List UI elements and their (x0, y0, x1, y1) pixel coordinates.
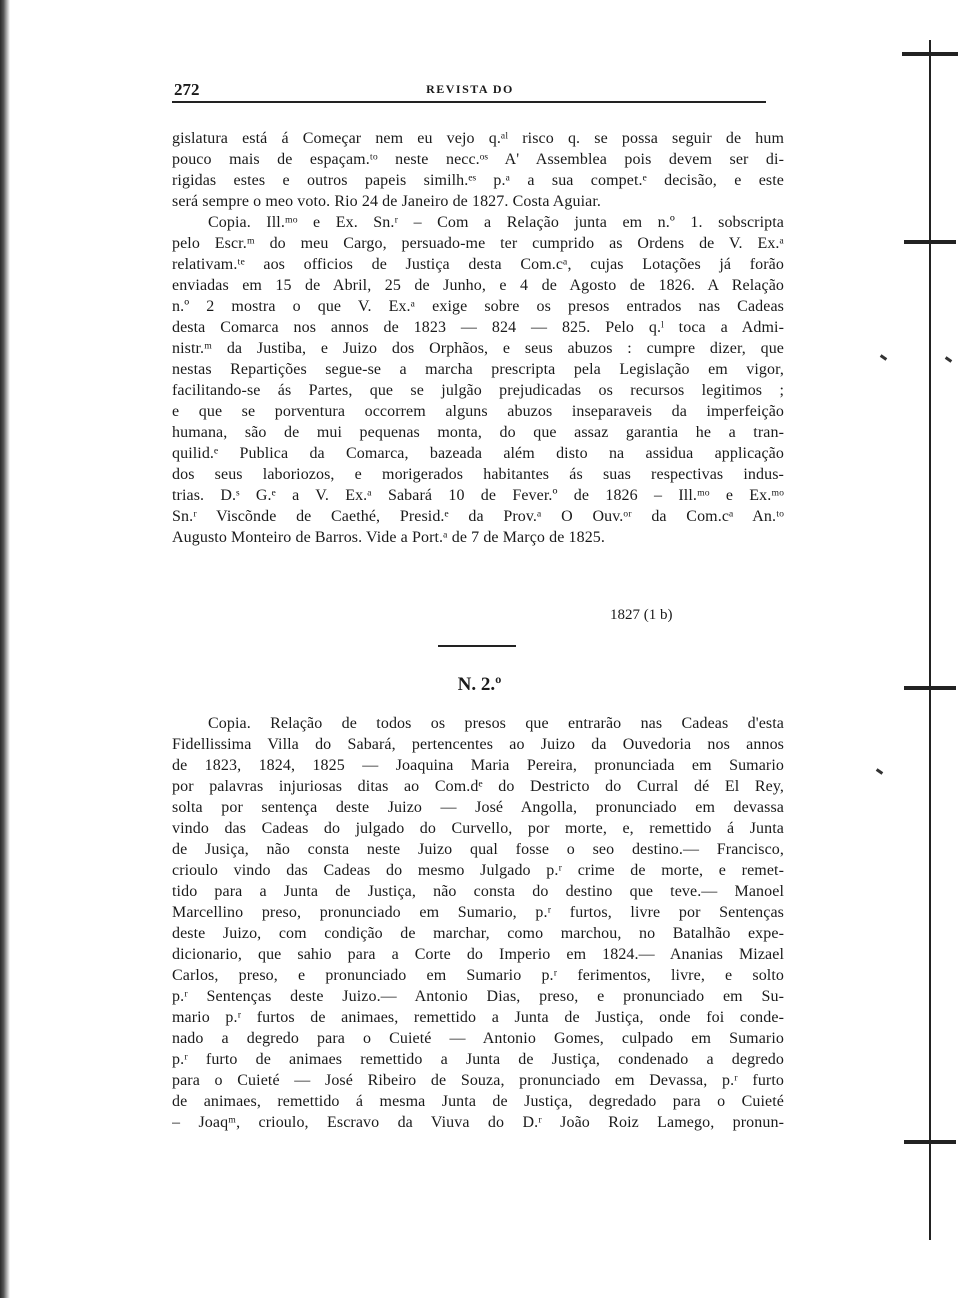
letter-text (172, 128, 784, 548)
text-line: nado a degredo para o Cuieté — Antonio Gomes, culpado em Sumario (172, 1030, 784, 1047)
text-line: solta por sentença deste Juizo — José Angolla, pronunciado em devassa (172, 799, 784, 816)
date-note: 1827 (1 b) (610, 607, 673, 623)
text-line: nestas Repartições segue-se a marcha prescripta pela Legislação em vigor, (172, 361, 784, 378)
text-line: vindo das Cadeas do julgado do Curvello, por morte, e, remettido á Junta (172, 820, 784, 837)
text-line: de animaes, remettido á mesma Junta de Justiça, degredado para o Cuieté (172, 1093, 784, 1110)
text-line: Sn.ʳ Viscõnde de Caethé, Presid.ᵉ da Prov.ᵃ O Ouv.ᵒʳ da Com.cᵃ An.ᵗᵒ (172, 508, 784, 525)
text-line: rigidas estes e outros papeis similh.ᵉˢ p.ᵃ a sua compet.ᵉ decisão, e este (172, 172, 784, 189)
text-line: tido para a Junta de Justiça, não consta do destino que teve.— Manoel (172, 883, 784, 900)
text-line: será sempre o meo voto. Rio 24 de Janeiro de 1827. Costa Aguiar. (172, 193, 601, 210)
document-heading: N. 2.º (457, 674, 502, 695)
text-line: crioulo vindo das Cadeas do mesmo Julgado p.ʳ crime de morte, e remet- (172, 862, 784, 879)
page-header (174, 80, 766, 102)
text-line: dos seus laboriozos, e morigerados habitantes ás suas respectivas indus- (172, 466, 784, 483)
margin-rule (929, 40, 931, 1240)
text-line: Copia. Ill.ᵐᵒ e Ex. Sn.ʳ – Com a Relação junta em n.º 1. sobscripta (208, 214, 784, 231)
binding-edge-shadow (0, 0, 10, 1298)
text-line: Copia. Relação de todos os presos que entrarão nas Cadeas d'esta (208, 715, 784, 732)
margin-rule-tick (904, 1140, 956, 1144)
text-line: – Joaqᵐ, crioulo, Escravo da Viuva do D.ʳ João Roiz Lamego, pronun- (172, 1114, 784, 1131)
text-line: gislatura está á Começar nem eu vejo q.ᵃˡ risco q. se possa seguir de hum (172, 130, 784, 147)
running-head: REVISTA DO (426, 82, 514, 96)
text-line: trias. D.ˢ G.ᵉ a V. Ex.ᵃ Sabará 10 de Fever.º de 1826 – Ill.ᵐᵒ e Ex.ᵐᵒ (172, 487, 784, 504)
page-number: 272 (174, 80, 200, 99)
section-separator (438, 645, 516, 647)
text-line: facilitando-se ás Partes, que se julgão prejudicadas os recursos legitimos ; (172, 382, 784, 399)
text-line: deste Juizo, com condição de marchar, como marchou, no Batalhão expe- (172, 925, 784, 942)
text-line: quilid.ᵉ Publica da Comarca, bazeada além disto na assidua applicação (172, 445, 784, 462)
margin-speck (880, 354, 887, 360)
text-line: pelo Escr.ᵐ do meu Cargo, persuado-me ter cumprido as Ordens de V. Ex.ᵃ (172, 235, 784, 252)
text-line: p.ʳ Sentenças deste Juizo.— Antonio Dias, preso, e pronunciado em Su- (172, 988, 784, 1005)
text-line: e que se porventura occorrem alguns abuzos inseparaveis da imperfeição (172, 403, 784, 420)
text-line: p.ʳ furto de animaes remettido a Junta de Justiça, condenado a degredo (172, 1051, 784, 1068)
text-line: desta Comarca nos annos de 1823 — 824 — 825. Pelo q.ˡ toca a Admi- (172, 319, 784, 336)
margin-rule-tick (902, 52, 958, 56)
text-line: pouco mais de espaçam.ᵗᵒ neste necc.ᵒˢ A' Assemblea pois devem ser di- (172, 151, 784, 168)
text-line: relativam.ᵗᵉ aos officios de Justiça desta Com.cᵃ, cujas Lotações já forão (172, 256, 784, 273)
margin-speck (876, 768, 883, 774)
margin-rule-tick (904, 240, 956, 244)
header-rule (172, 101, 766, 103)
text-line: dicionario, que sahio para a Corte do Imperio em 1824.— Ananias Mizael (172, 946, 784, 963)
text-line: por palavras injuriosas ditas ao Com.dᵉ do Destricto do Curral dé El Rey, (172, 778, 784, 795)
text-line: nistr.ᵐ da Justiba, e Juizo dos Orphãos, e seus abuzos : cumpre dizer, que (172, 340, 784, 357)
text-line: de Jusiça, não consta neste Juizo qual fosse o seo destino.— Francisco, (172, 841, 784, 858)
text-line: Carlos, preso, e pronunciado em Sumario p.ʳ ferimentos, livre, e solto (172, 967, 784, 984)
text-line: de 1823, 1824, 1825 — Joaquina Maria Pereira, pronunciada em Sumario (172, 757, 784, 774)
text-line: mario p.ʳ furtos de animaes, remettido a Junta de Justiça, onde foi conde- (172, 1009, 784, 1026)
text-line: enviadas em 15 de Abril, 25 de Junho, e 4 de Agosto de 1826. A Relação (172, 277, 784, 294)
text-line: Marcellino preso, pronunciado em Sumario, p.ʳ furtos, livre por Sentenças (172, 904, 784, 921)
margin-speck (945, 356, 952, 362)
text-line: humana, são de mui pequenas monta, do que assaz garantia he a tran- (172, 424, 784, 441)
text-line: para o Cuieté — José Ribeiro de Souza, pronunciado em Devassa, p.ʳ furto (172, 1072, 784, 1089)
text-line: Augusto Monteiro de Barros. Vide a Port.ᵃ de 7 de Março de 1825. (172, 529, 605, 546)
relacao-text (172, 713, 784, 1133)
text-line: n.º 2 mostra o que V. Ex.ᵃ exige sobre os presos entrados nas Cadeas (172, 298, 784, 315)
text-line: Fidellissima Villa do Sabará, pertencentes ao Juizo da Ouvedoria nos annos (172, 736, 784, 753)
